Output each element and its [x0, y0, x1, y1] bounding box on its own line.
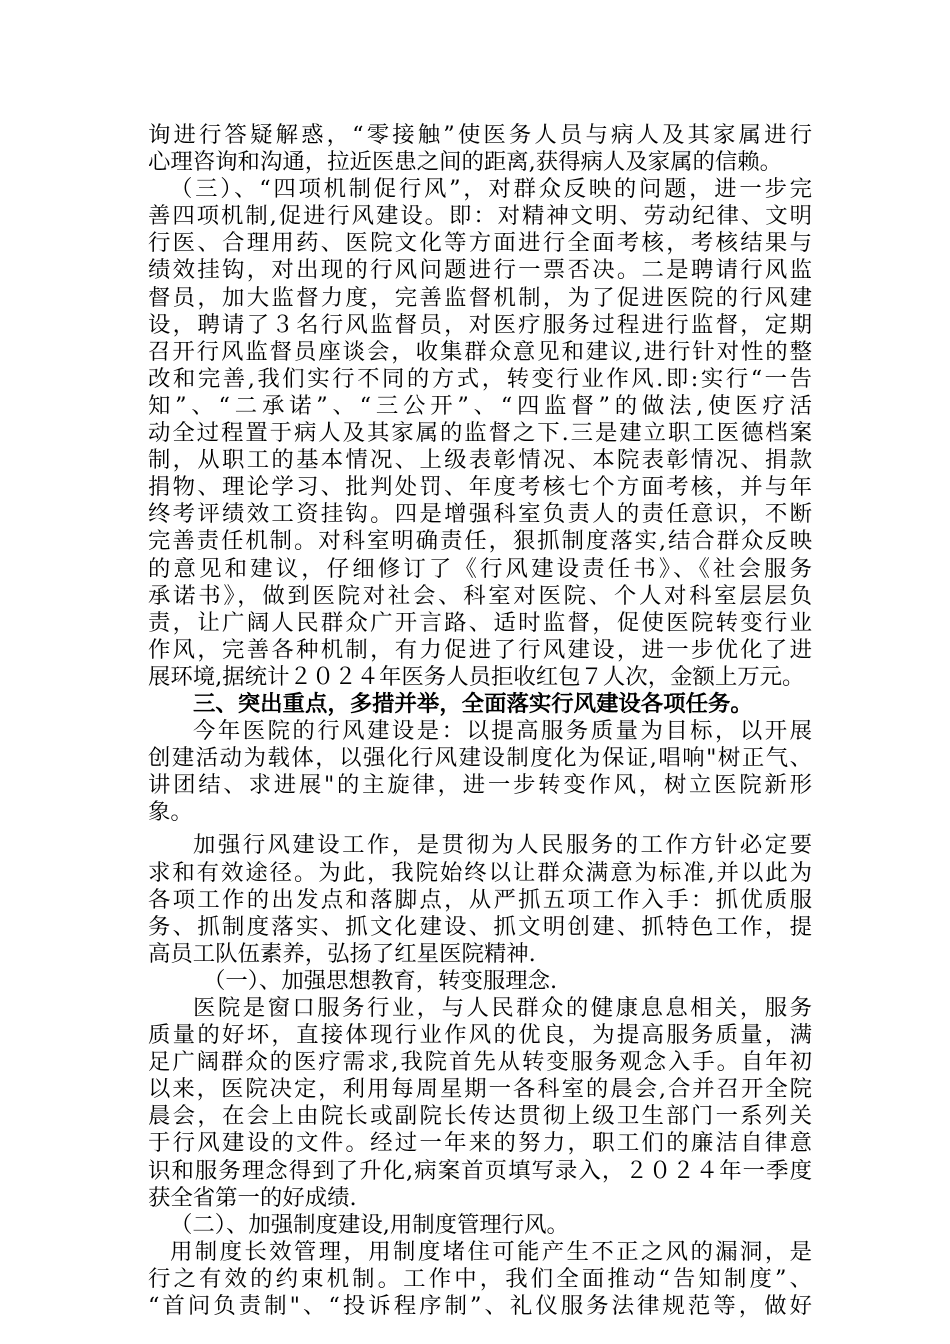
text-line: 行之有效的约束机制。工作中，我们全面推动“告知制度”、	[148, 1265, 812, 1292]
text-line: 展环境,据统计２０２４年医务人员拒收红包７人次，金额上万元。	[148, 663, 805, 690]
text-line: 识和服务理念得到了升化,病案首页填写录入，２０２４年一季度	[148, 1157, 812, 1184]
text-line: 完善责任机制。对科室明确责任，狠抓制度落实,结合群众反映	[148, 528, 812, 555]
text-line: 制，从职工的基本情况、上级表彰情况、本院表彰情况、捐款	[148, 447, 812, 474]
text-line: 动全过程置于病人及其家属的监督之下.三是建立职工医德档案	[148, 420, 812, 447]
text-line: 的意见和建议，仔细修订了《行风建设责任书》、《社会服务	[148, 555, 812, 582]
text-line: 高员工队伍素养，弘扬了红星医院精神.	[148, 940, 536, 967]
text-line: 终考评绩效工资挂钩。四是增强科室负责人的责任意识，不断	[148, 501, 812, 528]
text-line: 加强行风建设工作，是贯彻为人民服务的工作方针必定要	[193, 832, 812, 859]
section-subheading: （二）、加强制度建设,用制度管理行风。	[170, 1211, 569, 1238]
text-line: 获全省第一的好成绩.	[148, 1184, 357, 1211]
text-line: 医院是窗口服务行业，与人民群众的健康息息相关，服务	[193, 995, 812, 1021]
text-line: 晨会，在会上由院长或副院长传达贯彻上级卫生部门一系列关	[148, 1103, 812, 1130]
text-line: 承诺书》，做到医院对社会、科室对医院、个人对科室层层负	[148, 582, 812, 609]
text-line: 责，让广阔人民群众广开言路、适时监督，促使医院转变行业	[148, 609, 812, 636]
text-line: 于行风建设的文件。经过一年来的努力，职工们的廉洁自律意	[148, 1130, 812, 1157]
text-line: 召开行风监督员座谈会，收集群众意见和建议,进行针对性的整	[148, 338, 812, 365]
text-line: 作风，完善各种机制，有力促进了行风建设，进一步优化了进	[148, 636, 812, 663]
section-subheading: （一）、加强思想教育，转变服理念.	[203, 967, 558, 994]
text-line: 捐物、理论学习、批判处罚、年度考核七个方面考核，并与年	[148, 474, 812, 501]
text-line: 改和完善,我们实行不同的方式，转变行业作风.即:实行“一告	[148, 365, 812, 392]
text-line: 以来，医院决定，利用每周星期一各科室的晨会,合并召开全院	[148, 1076, 812, 1103]
text-line: 绩效挂钩，对出现的行风问题进行一票否决。二是聘请行风监	[148, 257, 812, 284]
text-line: 创建活动为载体，以强化行风建设制度化为保证,唱响"树正气、	[148, 745, 812, 772]
text-line: 督员，加大监督力度，完善监督机制，为了促进医院的行风建	[148, 284, 812, 311]
text-line: 各项工作的出发点和落脚点，从严抓五项工作入手：抓优质服	[148, 886, 812, 913]
text-line: 讲团结、求进展"的主旋律，进一步转变作风，树立医院新形	[148, 772, 812, 799]
section-subheading: （三）、“四项机制促行风”，对群众反映的问题，进一步完	[170, 176, 812, 203]
text-line: 设，聘请了３名行风监督员，对医疗服务过程进行监督，定期	[148, 311, 812, 338]
text-line: 今年医院的行风建设是：以提高服务质量为目标，以开展	[193, 718, 812, 745]
text-line: 询进行答疑解惑，“零接触”使医务人员与病人及其家属进行	[148, 122, 812, 148]
text-line: 心理咨询和沟通，拉近医患之间的距离,获得病人及家属的信赖。	[148, 149, 783, 176]
text-line: 行医、合理用药、医院文化等方面进行全面考核，考核结果与	[148, 230, 812, 257]
text-line: 务、抓制度落实、抓文化建设、抓文明创建、抓特色工作，提	[148, 913, 812, 940]
text-line: 象。	[148, 799, 193, 826]
document-page	[148, 122, 812, 1320]
text-line: “首问负责制"、“投诉程序制”、礼仪服务法律规范等，做好	[148, 1293, 812, 1320]
text-line: 求和有效途径。为此，我院始终以让群众满意为标准,并以此为	[148, 859, 812, 886]
text-line: 质量的好坏，直接体现行业作风的优良，为提高服务质量，满	[148, 1022, 812, 1049]
section-heading: 三、突出重点，多措并举，全面落实行风建设各项任务。	[193, 690, 753, 717]
text-line: 足广阔群众的医疗需求,我院首先从转变服务观念入手。自年初	[148, 1049, 812, 1076]
text-line: 用制度长效管理，用制度堵住可能产生不正之风的漏洞，是	[170, 1238, 812, 1265]
text-line: 知”、“二承诺”、“三公开”、“四监督”的做法,使医疗活	[148, 392, 812, 419]
text-line: 善四项机制,促进行风建设。即：对精神文明、劳动纪律、文明	[148, 203, 812, 230]
